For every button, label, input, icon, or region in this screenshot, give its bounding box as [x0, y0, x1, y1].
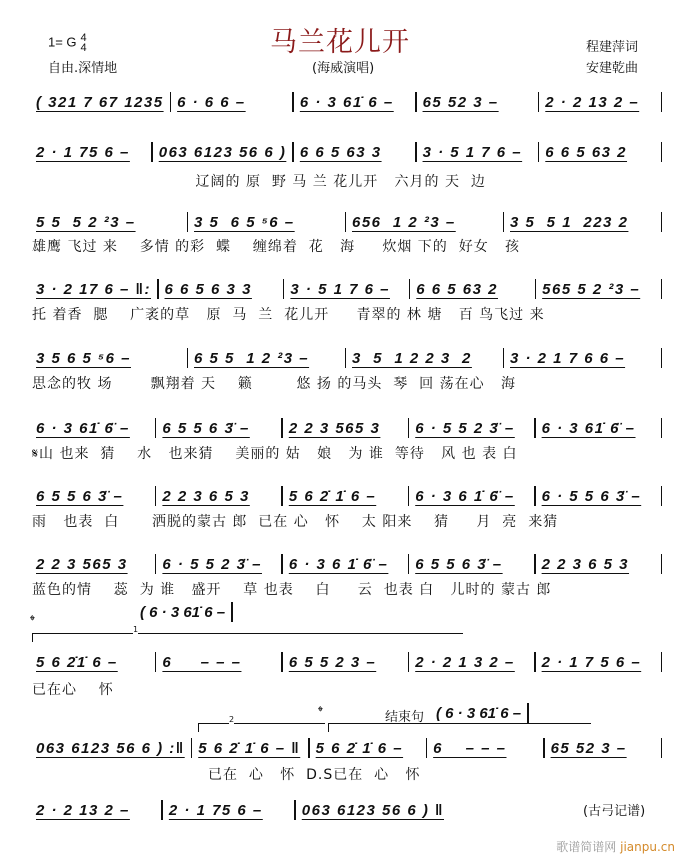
score-line	[30, 486, 662, 506]
coda-label: 结束句	[385, 710, 425, 725]
lyrics-line: 蓝色的情 蕊 为 谁 盛开 草 也表 白 云 也表 白 儿时的 蒙古 郎	[32, 582, 552, 598]
measure: 3 · 2 1 7 6 6 –	[510, 349, 626, 367]
watermark-cn: 歌谱简谱网	[556, 840, 617, 854]
time-signature	[81, 33, 87, 53]
measure: 2 2 3 565 3	[288, 419, 381, 437]
barline	[661, 418, 663, 438]
measure: 3 5 6 5 ⁵6 –	[36, 349, 131, 367]
measure: 3 · 5 1 7 6 –	[422, 143, 523, 161]
transcriber: (古弓记谱)	[583, 804, 646, 819]
score-line	[30, 142, 662, 162]
lyrics-line: 雨 也表 白 洒脱的蒙古 郎 已在 心 怀 太 阳来 猜 月 亮 来猜	[32, 514, 559, 530]
measure: 2 2 3 6 5 3	[162, 487, 250, 505]
barline	[661, 279, 663, 299]
measure: 6 · 3 61̇ 6̈ –	[541, 419, 636, 437]
barline	[661, 554, 663, 574]
score-line	[30, 652, 662, 672]
measure: 6 · 6 6 –	[177, 93, 246, 111]
bracket-notes: ( 6 · 3 61̇ 6 –	[140, 603, 226, 621]
barline	[661, 142, 663, 162]
measure: 6 6 5 63 3	[299, 143, 382, 161]
measure: 5 5 5 2 ²3 –	[36, 213, 136, 231]
measure: 2 2 3 6 5 3	[541, 555, 630, 573]
measure: 565 5 2 ²3 –	[542, 280, 641, 298]
lyrics-line: 𝄋山 也来 猜 水 也来猜 美丽的 姑 娘 为 谁 等待 风 也 表 白	[32, 446, 518, 462]
lyrics-line: 托 着香 腮 广袤的草 原 马 兰 花儿开 青翠的 林 塘 百 鸟飞过 来	[32, 307, 545, 323]
measure: 6 6 5 63 2	[545, 143, 628, 161]
measure: 6 · 5 5 2 3̈ –	[415, 419, 515, 437]
measure: 6 5 5 6 3̈ –	[36, 487, 124, 505]
coda-symbol: 𝄌	[30, 613, 35, 629]
watermark	[556, 838, 675, 855]
barline	[661, 486, 663, 506]
measure: 063 6123 56 6 ) :‖	[36, 739, 185, 757]
measure: 6 6 5 6 3 3	[164, 280, 252, 298]
score-line	[30, 279, 662, 299]
coda-notes-text: ( 6 · 3 61̇ 6 –	[436, 704, 522, 722]
measure: 6 6 5 63 2	[416, 280, 498, 298]
measure: 6 · 3 61̇ 6̈ –	[36, 419, 130, 437]
barline	[661, 652, 663, 672]
measure: 6 – – –	[162, 653, 242, 671]
measure: 2 · 1 75 6 –	[36, 143, 130, 161]
barline	[661, 348, 663, 368]
measure: 6 5 5 1 2 ²3 –	[194, 349, 310, 367]
measure: 2 · 2 13 2 –	[545, 93, 640, 111]
measure: 2 · 1 75 6 –	[168, 801, 263, 819]
measure: 6 5 5 6 3̈ –	[415, 555, 503, 573]
measure: 2 · 2 13 2 –	[36, 801, 130, 819]
measure: 65 52 3 –	[550, 739, 627, 757]
measure: 6 – – –	[433, 739, 507, 757]
barline	[527, 703, 529, 723]
measure: 6 · 3 61̇ 6 –	[299, 93, 394, 111]
watermark-en: jianpu.cn	[620, 840, 675, 854]
volta1-bracket-notes	[140, 602, 280, 622]
score-line	[30, 800, 450, 820]
volta-2-label: 2	[229, 715, 235, 724]
barline	[661, 212, 663, 232]
measure: 2 · 1 7 5 6 –	[541, 653, 642, 671]
measure: 3 5 6 5 ⁵6 –	[194, 213, 295, 231]
score-line	[30, 348, 662, 368]
time-bottom: 4	[80, 42, 87, 54]
volta-2	[198, 715, 325, 732]
volta-1-label: 1	[133, 625, 139, 634]
singer: (海威演唱)	[312, 61, 375, 76]
measure: 3 · 2 17 6 – ‖:	[36, 280, 152, 298]
measure: 6 · 3 6 1̇ 6̈ –	[288, 555, 389, 573]
coda-notes	[436, 703, 576, 723]
barline	[661, 92, 663, 112]
measure: ( 321 7 67 1235	[36, 93, 164, 111]
tempo-marking: 自由.深情地	[48, 61, 118, 76]
measure: 5 6 2̇ 1̇ 6 – ‖	[198, 739, 301, 757]
measure: 65 52 3 –	[422, 93, 499, 111]
lyricist: 程建萍词	[586, 40, 639, 55]
key-text: 1= G	[48, 34, 77, 50]
measure: 5 6 2̇ 1̇ 6 –	[315, 739, 404, 757]
key-signature	[48, 33, 87, 53]
coda-bracket	[328, 723, 591, 732]
measure: 5 6 2̇1̇ 6 –	[36, 653, 118, 671]
lyrics-line: 已在 心 怀 D.S已在 心 怀	[208, 767, 421, 783]
measure: 5 6 2̇ 1̇ 6 –	[288, 487, 377, 505]
measure: 3 · 5 1 7 6 –	[290, 280, 390, 298]
measure: 3 5 5 1 223 2	[510, 213, 629, 231]
lyrics-line: 思念的牧 场 飘翔着 天 籁 悠 扬 的马头 琴 回 荡在心 海	[32, 376, 516, 392]
score-line	[30, 92, 662, 112]
coda-symbol-2: 𝄌	[318, 704, 323, 720]
measure: 3 5 1 2 2 3 2	[352, 349, 472, 367]
measure: 6 5 5 6 3̈ –	[162, 419, 250, 437]
measure: 063 6123 56 6 ) ‖	[301, 801, 444, 819]
measure: 2 · 2 1 3 2 –	[415, 653, 515, 671]
score-line	[30, 738, 662, 758]
lyrics-line: 已在心 怀	[32, 682, 114, 698]
measure: 063 6123 56 6 )	[158, 143, 287, 161]
score-line	[30, 212, 662, 232]
barline	[661, 738, 663, 758]
volta-1	[32, 625, 463, 642]
score-line	[30, 418, 662, 438]
score-line	[30, 554, 662, 574]
lyrics-line: 雄鹰 飞过 来 多情 的彩 蝶 缠绵着 花 海 炊烟 下的 好女 孩	[32, 239, 521, 255]
barline	[231, 602, 233, 622]
measure: 6 · 5 5 2 3̈ –	[162, 555, 262, 573]
measure: 6 · 5 5 6 3̈ –	[541, 487, 642, 505]
measure: 6 · 3 6 1̇ 6̈ –	[415, 487, 515, 505]
measure: 6 5 5 2 3 –	[288, 653, 377, 671]
composer: 安建乾曲	[586, 61, 639, 76]
measure: 2 2 3 565 3	[36, 555, 128, 573]
time-top: 4	[80, 32, 87, 44]
song-title: 马兰花儿开	[270, 27, 410, 58]
lyrics-line: 辽阔的 原 野 马 兰 花儿开 六月的 天 边	[32, 174, 486, 190]
measure: 656 1 2 ²3 –	[352, 213, 456, 231]
